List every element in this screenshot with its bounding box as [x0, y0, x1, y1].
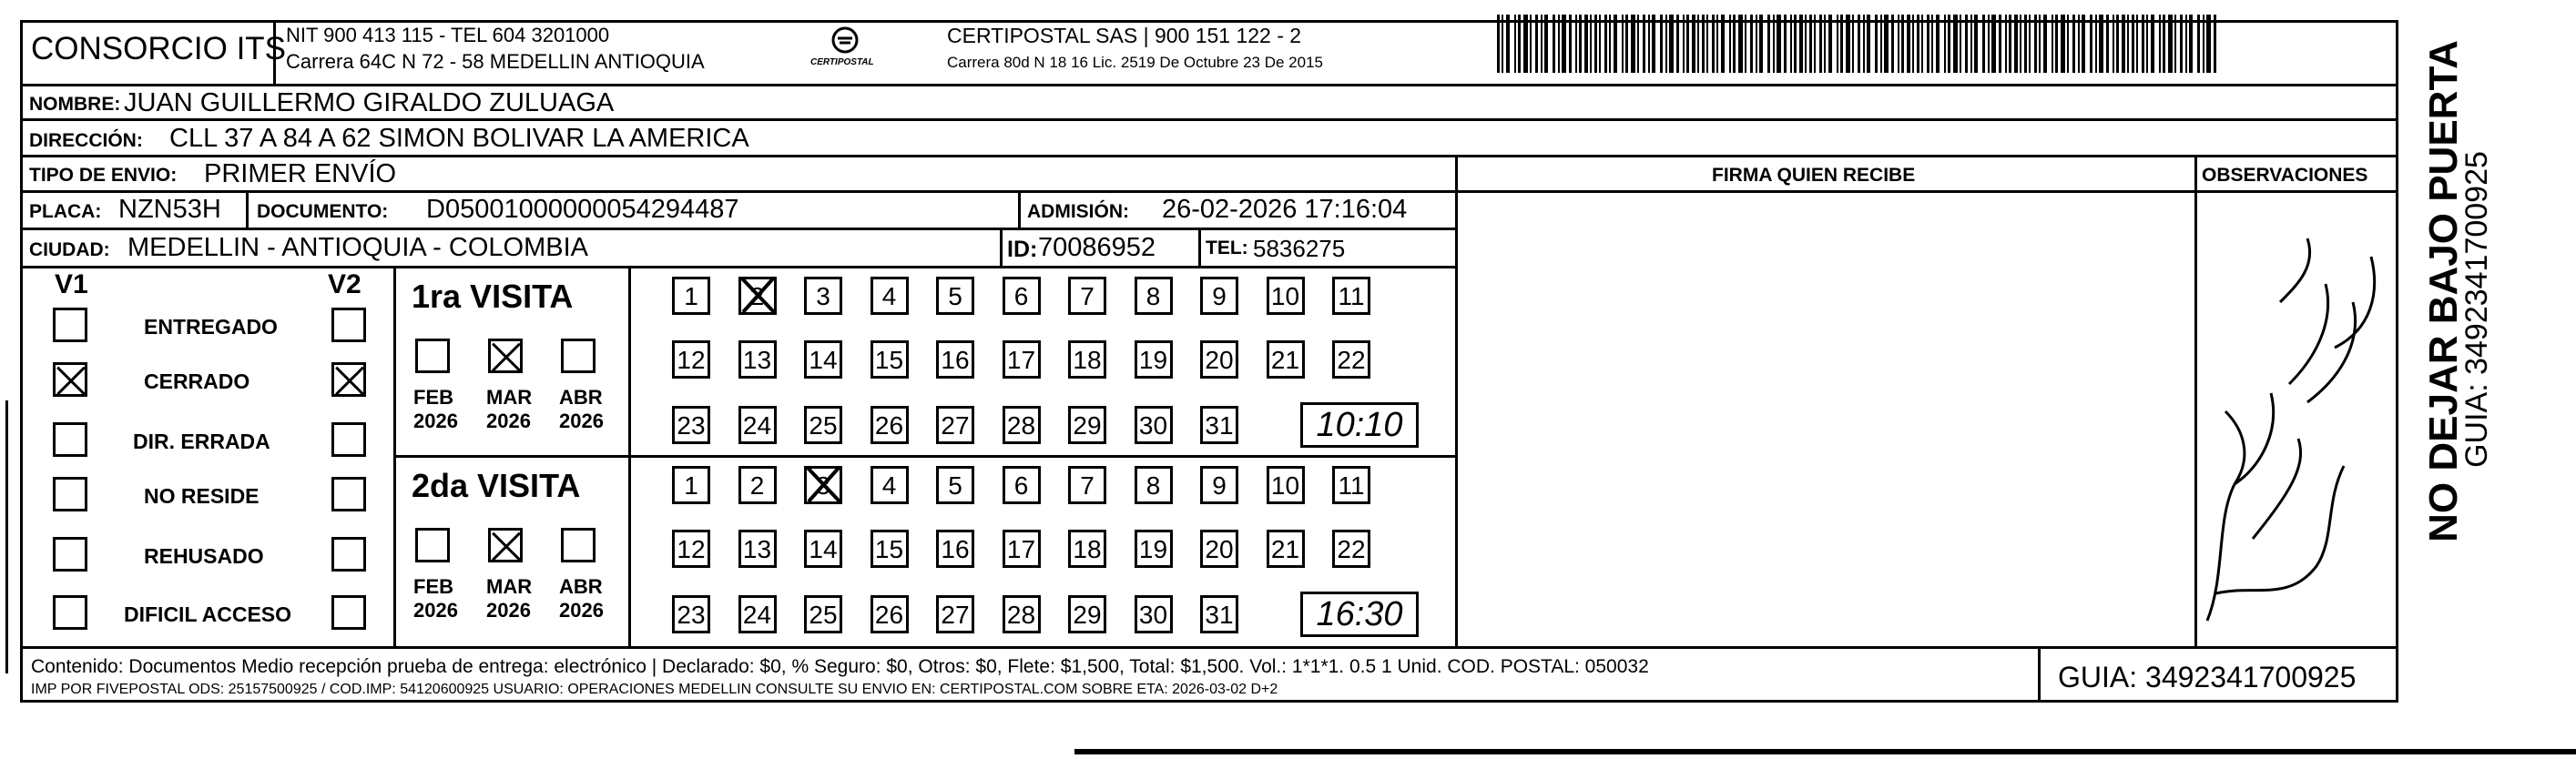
day-mark: [803, 463, 845, 505]
plate-value: NZN53H: [118, 195, 221, 224]
visit-day-box[interactable]: [1332, 340, 1370, 379]
visit-day-box[interactable]: [871, 595, 909, 633]
visit-day-box[interactable]: [738, 277, 777, 315]
visit-day-box[interactable]: [1267, 466, 1305, 504]
visit-month: MAR: [486, 575, 533, 598]
visit-day-box[interactable]: [1068, 466, 1106, 504]
visit-day-number: 19: [1138, 535, 1168, 563]
visit-day-box[interactable]: [1135, 340, 1173, 379]
id-value: 70086952: [1038, 233, 1156, 262]
city-value: MEDELLIN - ANTIOQUIA - COLOMBIA: [127, 233, 588, 262]
status-v1-checkbox[interactable]: [53, 362, 87, 397]
visit-day-number: 2: [749, 471, 765, 500]
visit-day-number: 23: [677, 411, 706, 440]
tel-value: 5836275: [1253, 235, 1346, 262]
footer-guia: GUIA: 3492341700925: [2058, 661, 2357, 693]
visit-day-box[interactable]: [936, 340, 974, 379]
visit-day-number: 28: [1006, 601, 1036, 629]
side-guia: GUIA: 3492341700925: [2459, 151, 2494, 468]
status-option-label: DIR. ERRADA: [133, 430, 270, 453]
visit-day-number: 29: [1073, 411, 1102, 440]
company-name: CONSORCIO ITS: [31, 31, 287, 66]
visit-day-box[interactable]: [1135, 406, 1173, 444]
visit-day-number: 27: [941, 601, 970, 629]
visit-day-box[interactable]: [804, 340, 842, 379]
status-v1-checkbox[interactable]: [53, 308, 87, 342]
visit-day-number: 1: [684, 471, 698, 500]
visit-time: 16:30: [1316, 595, 1403, 633]
visit-month-checkbox[interactable]: [561, 339, 596, 373]
id-label: ID:: [1007, 237, 1038, 262]
doc-value: D05001000000054294487: [426, 195, 739, 224]
visit-day-box[interactable]: [871, 530, 909, 568]
visit-day-box[interactable]: [1267, 340, 1305, 379]
v2-label: V2: [328, 269, 361, 299]
status-v2-checkbox[interactable]: [331, 537, 366, 572]
visit-month: FEB: [413, 386, 453, 409]
visit-day-number: 17: [1006, 535, 1036, 563]
header-divider: [20, 84, 2398, 86]
status-option-label: REHUSADO: [144, 544, 264, 568]
visit-month: MAR: [486, 386, 533, 409]
status-v2-checkbox[interactable]: [331, 595, 366, 630]
visit-month-checkbox[interactable]: [561, 528, 596, 562]
visit-day-number: 16: [941, 535, 970, 563]
visit-day-box[interactable]: [672, 406, 710, 444]
visit-month-checkbox[interactable]: [415, 339, 450, 373]
visit-time-box[interactable]: [1300, 402, 1419, 448]
row-divider-1: [20, 118, 2398, 121]
visit-day-number: 31: [1205, 411, 1234, 440]
visit-day-box[interactable]: [1003, 595, 1041, 633]
visit-month: FEB: [413, 575, 453, 598]
signature-left-border: [1455, 155, 1458, 646]
send-type-label: TIPO DE ENVIO:: [29, 165, 178, 186]
row-divider-5: [20, 266, 1457, 268]
row-divider-4: [20, 228, 1457, 230]
visit-day-box[interactable]: [1200, 277, 1238, 315]
carrier-license: Carrera 80d N 18 16 Lic. 2519 De Octubre 23 De 2015: [947, 54, 1323, 71]
visit-day-box[interactable]: [672, 595, 710, 633]
visit-day-box[interactable]: [1200, 466, 1238, 504]
visit-day-number: 5: [948, 471, 962, 500]
tel-sep: [1198, 228, 1201, 266]
visit-day-number: 11: [1338, 471, 1365, 500]
visit-day-box[interactable]: [738, 530, 777, 568]
visit-day-box[interactable]: [1068, 595, 1106, 633]
visit-day-box[interactable]: [936, 406, 974, 444]
visit-day-number: 20: [1205, 346, 1234, 374]
visit-day-box[interactable]: [1068, 277, 1106, 315]
barcode: [1497, 15, 2225, 73]
visit-day-number: 22: [1337, 346, 1366, 374]
visit-day-box[interactable]: [936, 277, 974, 315]
visit-day-box[interactable]: [1332, 466, 1370, 504]
status-v1-checkbox[interactable]: [53, 537, 87, 572]
visit-day-box[interactable]: [672, 466, 710, 504]
visit-day-box[interactable]: [738, 406, 777, 444]
visit-day-number: 13: [742, 346, 772, 374]
visit-day-box[interactable]: [1267, 530, 1305, 568]
row-divider-2: [20, 155, 2398, 157]
visit-day-number: 22: [1337, 535, 1366, 563]
visit-day-box[interactable]: [936, 595, 974, 633]
name-label: NOMBRE:: [29, 94, 121, 115]
visit-day-box[interactable]: [738, 595, 777, 633]
address-value: CLL 37 A 84 A 62 SIMON BOLIVAR LA AMERICA: [169, 124, 749, 153]
city-label: CIUDAD:: [29, 239, 110, 260]
visit-day-box[interactable]: [1135, 277, 1173, 315]
visit-day-number: 12: [677, 535, 706, 563]
visit-day-number: 8: [1145, 282, 1161, 310]
content-line: Contenido: Documentos Medio recepción prueba de entrega: electrónico | Declarado: $0, % Seguro: $0, Otros: $0, Flete: $1,500, Total: $1,500. Vol.: 1*1*1. 0.5 1 Unid. COD. POSTAL: 050032: [31, 656, 1649, 677]
visit-month-checkbox[interactable]: [488, 339, 523, 373]
status-option-label: DIFICIL ACCESO: [124, 602, 292, 626]
visit-day-box[interactable]: [1267, 277, 1305, 315]
visit-day-number: 1: [684, 282, 698, 310]
visit-day-box[interactable]: [1003, 406, 1041, 444]
visit-day-number: 19: [1138, 346, 1168, 374]
visit-day-box[interactable]: [804, 406, 842, 444]
visit-day-number: 29: [1073, 601, 1102, 629]
observations-header: OBSERVACIONES: [2202, 165, 2368, 186]
visit-day-number: 24: [742, 411, 772, 440]
visit-day-number: 6: [1013, 282, 1029, 310]
status-v2-checkbox[interactable]: [331, 477, 366, 511]
visit-day-number: 6: [1013, 471, 1029, 500]
visit-year: 2026: [413, 410, 458, 432]
visit-day-box[interactable]: [1003, 340, 1041, 379]
visit-day-number: 25: [809, 411, 838, 440]
visit-time: 10:10: [1316, 406, 1403, 444]
side-warning: NO DEJAR BAJO PUERTA: [2421, 40, 2466, 542]
visit-day-number: 30: [1138, 601, 1168, 629]
visit-day-box[interactable]: [1068, 340, 1106, 379]
admission-value: 26-02-2026 17:16:04: [1162, 195, 1408, 224]
visit-year: 2026: [486, 410, 531, 432]
visit-day-box[interactable]: [672, 277, 710, 315]
visit-day-number: 10: [1270, 282, 1300, 310]
visit-day-number: 8: [1145, 471, 1161, 500]
visit-day-box[interactable]: [936, 530, 974, 568]
visit-day-number: 28: [1006, 411, 1036, 440]
visit-day-box[interactable]: [1200, 595, 1238, 633]
visit-day-number: 30: [1138, 411, 1168, 440]
admission-sep: [1018, 190, 1021, 228]
logo-text: CERTIPOSTAL: [810, 57, 874, 67]
imp-line: IMP POR FIVEPOSTAL ODS: 25157500925 / COD.IMP: 54120600925 USUARIO: OPERACIONES MEDELLIN CONSULTE SU ENVIO EN: CERTIPOSTAL.COM SOBRE ETA: 2026-03-02 D+2: [31, 682, 1278, 697]
visit-day-box[interactable]: [1332, 277, 1370, 315]
visit-day-number: 7: [1080, 471, 1095, 500]
visit-day-box[interactable]: [1332, 530, 1370, 568]
visit-year: 2026: [559, 410, 604, 432]
status-option-label: CERRADO: [144, 369, 250, 393]
observations-left-border: [2194, 155, 2197, 646]
visit-day-number: 14: [809, 535, 838, 563]
visit-day-number: 21: [1270, 535, 1300, 563]
visit-day-box[interactable]: [1003, 466, 1041, 504]
visit-day-number: 18: [1073, 535, 1102, 563]
visit-day-number: 11: [1338, 282, 1365, 310]
status-option-label: ENTREGADO: [144, 315, 278, 339]
visit-day-box[interactable]: [1200, 340, 1238, 379]
visit-day-number: 14: [809, 346, 838, 374]
visit-month: ABR: [559, 575, 603, 598]
visit-day-number: 12: [677, 346, 706, 374]
visit-day-box[interactable]: [804, 530, 842, 568]
send-type-value: PRIMER ENVÍO: [204, 159, 397, 188]
doc-label: DOCUMENTO:: [257, 201, 389, 222]
visit-day-number: 4: [881, 282, 897, 310]
signature-header: FIRMA QUIEN RECIBE: [1712, 165, 1916, 186]
visit-day-box[interactable]: [871, 277, 909, 315]
plate-label: PLACA:: [29, 201, 102, 222]
bottom-border-line: [1074, 749, 2576, 754]
visit-day-number: 24: [742, 601, 772, 629]
visit-month-checkbox[interactable]: [488, 528, 523, 562]
visit-day-number: 21: [1270, 346, 1300, 374]
visit-month: ABR: [559, 386, 603, 409]
certipostal-logo: [807, 24, 883, 76]
visit-day-number: 27: [941, 411, 970, 440]
visit-day-number: 4: [881, 471, 897, 500]
visit-day-number: 17: [1006, 346, 1036, 374]
visit-day-box[interactable]: [871, 466, 909, 504]
v1-label: V1: [55, 269, 88, 299]
visit-day-number: 20: [1205, 535, 1234, 563]
visit-day-number: 7: [1080, 282, 1095, 310]
visit-day-number: 13: [742, 535, 772, 563]
visit-day-box[interactable]: [1200, 530, 1238, 568]
visit-month-checkbox[interactable]: [415, 528, 450, 562]
visit-day-box[interactable]: [1200, 406, 1238, 444]
id-sep: [1000, 228, 1003, 266]
status-v1-checkbox[interactable]: [53, 422, 87, 457]
visit-day-box[interactable]: [672, 340, 710, 379]
admission-label: ADMISIÓN:: [1027, 201, 1129, 222]
visit-day-number: 5: [948, 282, 962, 310]
plate-sep: [246, 190, 249, 228]
visit-day-box[interactable]: [1135, 530, 1173, 568]
carrier-name: CERTIPOSTAL SAS | 900 151 122 - 2: [947, 24, 1302, 47]
visit-day-number: 9: [1212, 471, 1227, 500]
day-mark: [738, 274, 779, 316]
visit-title: 1ra VISITA: [412, 278, 574, 315]
visit-day-number: 31: [1205, 601, 1234, 629]
left-edge-line: [5, 400, 8, 673]
visit-day-box[interactable]: [738, 466, 777, 504]
tel-label: TEL:: [1206, 238, 1248, 258]
visit-day-number: 2: [749, 282, 765, 310]
visit-day-number: 18: [1073, 346, 1102, 374]
visit-day-number: 10: [1270, 471, 1300, 500]
visit-title: 2da VISITA: [412, 467, 581, 504]
company-nit: NIT 900 413 115 - TEL 604 3201000: [286, 24, 610, 46]
visit-day-number: 15: [874, 535, 904, 563]
visit-day-number: 3: [816, 471, 830, 500]
visit-day-number: 23: [677, 601, 706, 629]
visit-day-number: 25: [809, 601, 838, 629]
visit-day-box[interactable]: [804, 595, 842, 633]
visit-day-box[interactable]: [672, 530, 710, 568]
visit-day-number: 26: [874, 601, 904, 629]
visit-left-sep: [628, 266, 631, 646]
visit-year: 2026: [559, 599, 604, 622]
visit-day-number: 15: [874, 346, 904, 374]
visit-day-box[interactable]: [1068, 530, 1106, 568]
name-value: JUAN GUILLERMO GIRALDO ZULUAGA: [124, 88, 615, 117]
status-v1-checkbox[interactable]: [53, 595, 87, 630]
visit-day-number: 9: [1212, 282, 1227, 310]
visit-day-number: 3: [816, 282, 830, 310]
visit-divider: [393, 455, 1457, 458]
visit-day-number: 26: [874, 411, 904, 440]
recipient-signature: [2198, 193, 2398, 644]
footer-divider: [20, 646, 2398, 649]
row-divider-3: [20, 190, 2398, 193]
status-option-label: NO RESIDE: [144, 484, 260, 508]
visit-day-number: 16: [941, 346, 970, 374]
visit-day-box[interactable]: [1003, 277, 1041, 315]
address-label: DIRECCIÓN:: [29, 130, 143, 151]
visit-day-box[interactable]: [936, 466, 974, 504]
footer-sep: [2038, 646, 2041, 703]
visit-day-box[interactable]: [871, 406, 909, 444]
visit-year: 2026: [413, 599, 458, 622]
visit-day-box[interactable]: [804, 466, 842, 504]
visit-day-box[interactable]: [1135, 466, 1173, 504]
status-v2-checkbox[interactable]: [331, 422, 366, 457]
visit-day-box[interactable]: [1068, 406, 1106, 444]
visit-day-box[interactable]: [871, 340, 909, 379]
status-v1-checkbox[interactable]: [53, 477, 87, 511]
company-address: Carrera 64C N 72 - 58 MEDELLIN ANTIOQUIA: [286, 50, 705, 73]
visit-day-box[interactable]: [804, 277, 842, 315]
status-v2-checkbox[interactable]: [331, 308, 366, 342]
visit-year: 2026: [486, 599, 531, 622]
status-v2-checkbox[interactable]: [331, 362, 366, 397]
visit-day-box[interactable]: [1003, 530, 1041, 568]
visit-time-box[interactable]: [1300, 592, 1419, 637]
visit-day-box[interactable]: [738, 340, 777, 379]
visit-day-box[interactable]: [1135, 595, 1173, 633]
